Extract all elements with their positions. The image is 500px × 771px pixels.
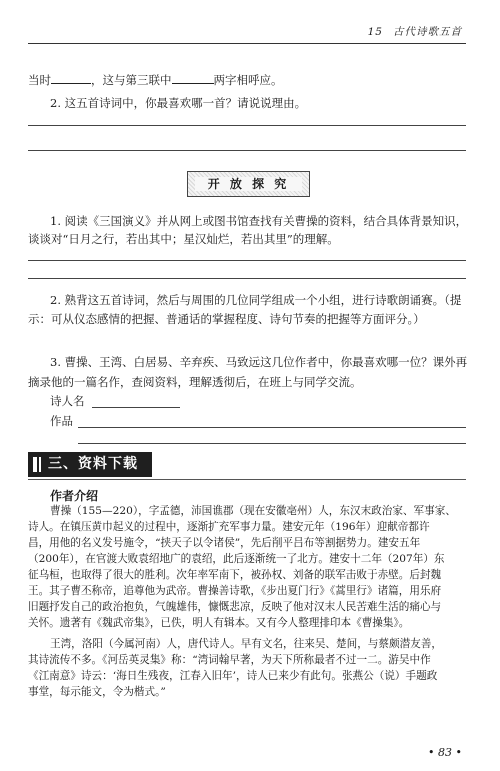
poet-name-label: 诗人名 <box>50 394 85 408</box>
section-rule <box>28 479 466 480</box>
answer-line[interactable] <box>28 278 466 279</box>
explore-item-3-line-1: 3. 曹操、王湾、白居易、辛弃疾、马致远这几位作者中，你最喜欢哪一位？课外再 <box>50 355 468 369</box>
chapter-number: 15 <box>367 26 383 38</box>
caocao-line-1: 曹操（155—220），字孟德，沛国谯郡（现在安徽亳州）人，东汉末政治家、军事家、 <box>50 505 456 517</box>
caocao-line-3: 昌，用他的名义发号施令，“挟天子以令诸侯”，先后削平吕布等割据势力。建安五年 <box>28 537 421 549</box>
explore-item-1-line-2: 谈谈对“日月之行，若出其中；星汉灿烂，若出其里”的理解。 <box>28 232 339 246</box>
question-1-tail <box>28 71 283 88</box>
answer-blank-1[interactable] <box>51 71 91 84</box>
caocao-line-8: 关怀。遗著有《魏武帝集》，已佚，明人有辑本。又有今人整理排印本《曹操集》。 <box>28 617 410 629</box>
question-2: 2. 这五首诗词中，你最喜欢哪一首？请说说理由。 <box>50 96 307 110</box>
poet-name-blank[interactable] <box>92 407 180 408</box>
caocao-line-4: （200年），在官渡大败袁绍地广的袁绍，此后逐渐统一了北方。建安十二年（207年）东 <box>28 553 445 565</box>
work-blank[interactable] <box>78 427 466 428</box>
caocao-line-6: 王。其子曹丕称帝，追尊他为武帝。曹操善诗歌，《步出夏门行》《蒿里行》诸篇，用乐府 <box>28 585 442 597</box>
answer-line[interactable] <box>78 443 466 444</box>
wangwan-line-3: 《江南意》诗云：‘海日生残夜，江春入旧年’，诗人已来少有此句。张燕公（说）手题政 <box>28 670 438 682</box>
q1-text-c: 两字相呼应。 <box>213 73 283 87</box>
caocao-line-5: 征乌桓，也取得了很大的胜利。次年率军南下，被孙权、刘备的联军击败于赤壁。后封魏 <box>28 569 442 581</box>
q1-text-a: 当时 <box>28 73 51 87</box>
wangwan-line-4: 事堂，每示能文，令为楷式。” <box>28 686 166 698</box>
explore-item-3-line-2: 摘录他的一篇名作，查阅资料，理解透彻后，在班上与同学交流。 <box>28 375 362 389</box>
caocao-line-2: 诗人。在镇压黄巾起义的过程中，逐渐扩充军事力量。建安元年（196年）迎献帝都许 <box>28 521 430 533</box>
wangwan-line-2: 其诗流传不多。《河岳英灵集》称：“湾词翰早著，为天下所称最者不过一二。游吴中作 <box>28 654 431 666</box>
answer-blank-2[interactable] <box>172 71 214 84</box>
explore-title: 开 放 探 究 <box>195 177 302 191</box>
answer-line[interactable] <box>28 150 466 151</box>
chapter-title: 古代诗歌五首 <box>393 26 462 38</box>
explore-item-2-line-2: 示：可从仪态感情的把握、普通话的掌握程度、诗句节奏的把握等方面评分。） <box>28 312 425 326</box>
section-title: 三、资料下载 <box>28 452 152 477</box>
author-intro-heading: 作者介绍 <box>50 489 99 503</box>
page-number: • 83 • <box>428 746 462 759</box>
wangwan-line-1: 王湾，洛阳（今属河南）人，唐代诗人。早有文名，往来吴、楚间，与蔡颇潜友善， <box>50 638 442 650</box>
answer-line[interactable] <box>28 125 466 126</box>
header-rule <box>28 43 466 44</box>
explore-item-1-line-1: 1. 阅读《三国演义》并从网上或图书馆查找有关曹操的资料，结合具体背景知识， <box>50 214 468 228</box>
running-header <box>368 24 462 39</box>
work-label: 作品 <box>50 414 73 428</box>
q1-text-b: ，这与第三联中 <box>91 73 172 87</box>
answer-line[interactable] <box>28 260 466 261</box>
explore-item-2-line-1: 2. 熟背这五首诗词，然后与周围的几位同学组成一个小组，进行诗歌朗诵赛。（提 <box>50 293 462 307</box>
caocao-line-7: 旧题抒发自己的政治抱负，气魄雄伟，慷慨悲凉，反映了他对汉末人民苦难生活的痛心与 <box>28 601 442 613</box>
explore-title-box <box>187 171 310 197</box>
